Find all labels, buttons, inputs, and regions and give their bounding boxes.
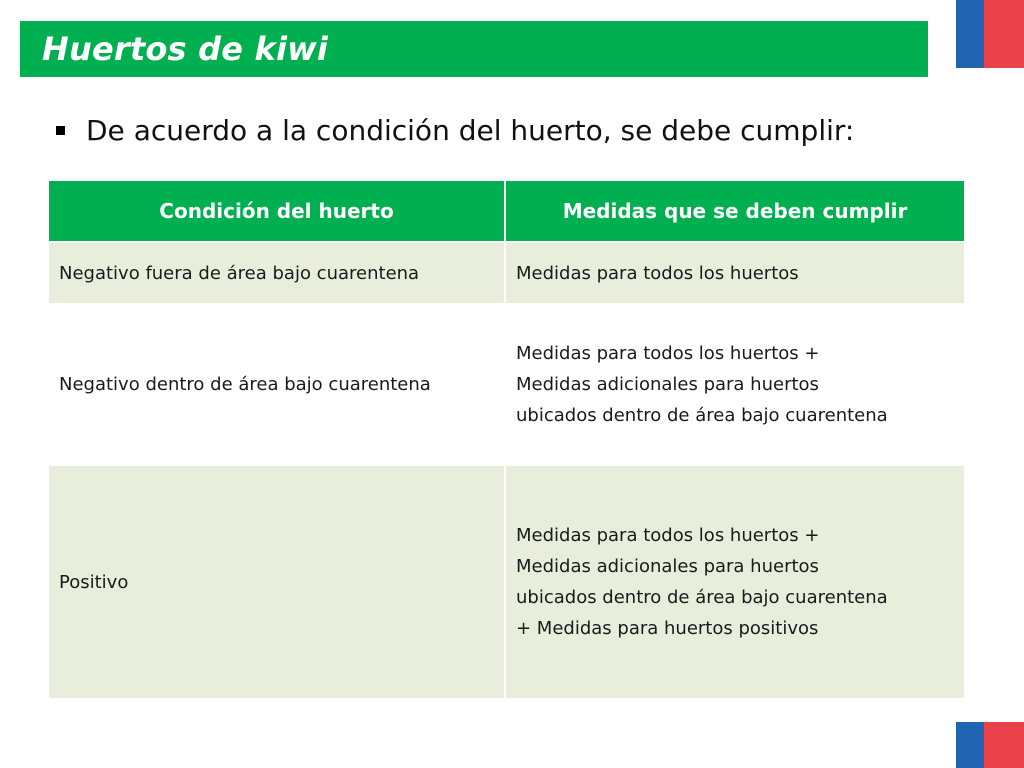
measure-line: + Medidas para huertos positivos xyxy=(516,618,819,639)
flag-stripe-bottom xyxy=(956,722,1024,768)
flag-red-band xyxy=(984,722,1024,768)
cell-condition: Negativo dentro de área bajo cuarentena xyxy=(48,304,505,465)
flag-blue-band xyxy=(956,722,984,768)
table-row xyxy=(48,465,965,699)
measure-line: Medidas adicionales para huertos xyxy=(516,374,819,395)
measure-line: Medidas para todos los huertos + xyxy=(516,343,820,364)
cell-condition: Positivo xyxy=(48,465,505,699)
measure-line: ubicados dentro de área bajo cuarentena xyxy=(516,587,888,608)
title-bar xyxy=(20,21,928,77)
table-row xyxy=(48,242,965,304)
cell-condition: Negativo fuera de área bajo cuarentena xyxy=(48,242,505,304)
measure-line: ubicados dentro de área bajo cuarentena xyxy=(516,405,888,426)
measure-line: Medidas para todos los huertos xyxy=(516,262,799,284)
slide-title: Huertos de kiwi xyxy=(42,30,329,68)
bullet-text: De acuerdo a la condición del huerto, se debe cumplir: xyxy=(86,114,855,147)
header-condition: Condición del huerto xyxy=(48,180,505,242)
flag-blue-band xyxy=(956,0,984,68)
cell-measures xyxy=(505,242,965,304)
bullet-square-icon xyxy=(56,126,65,135)
table-header-row xyxy=(48,180,965,242)
table-row xyxy=(48,304,965,465)
cell-measures xyxy=(505,304,965,465)
measure-line: Medidas para todos los huertos + xyxy=(516,525,820,546)
flag-stripe-top xyxy=(956,0,1024,68)
flag-red-band xyxy=(984,0,1024,68)
cell-measures xyxy=(505,465,965,699)
conditions-table xyxy=(47,179,966,700)
header-measures: Medidas que se deben cumplir xyxy=(505,180,965,242)
measure-line: Medidas adicionales para huertos xyxy=(516,556,819,577)
bullet-item xyxy=(56,114,854,147)
